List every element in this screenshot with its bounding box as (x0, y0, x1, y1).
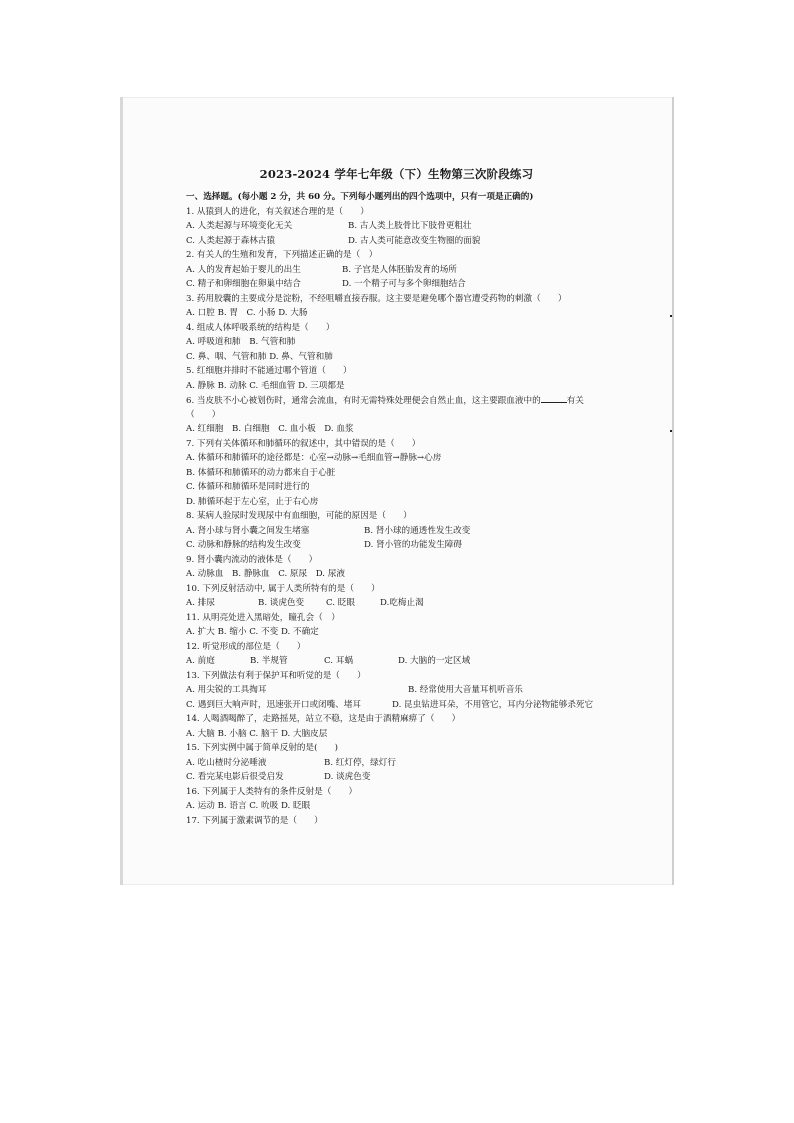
scan-speck (670, 430, 672, 432)
question-4-options-cd: C. 鼻、咽、气管和肺 D. 鼻、气管和肺 (186, 351, 333, 362)
question-7-option-a: A. 体循环和肺循环的途径都是：心室→动脉→毛细血管→静脉→心房 (186, 453, 442, 463)
option-a: A. 用尖锐的工具掏耳 (186, 685, 267, 695)
question-4-options-ab: A. 呼吸道和肺 B. 气管和肺 (186, 337, 296, 347)
option-d: D.吃梅止渴 (380, 598, 424, 608)
option-d: D. 昆虫钻进耳朵，不用管它，耳内分泌物能够杀死它 (392, 699, 594, 710)
question-11-stem: 11. 从明亮处进入黑暗处，瞳孔会（ ） (186, 612, 340, 623)
question-16-options: A. 运动 B. 语言 C. 吮吸 D. 眨眼 (186, 801, 311, 811)
question-15-options-cd (186, 770, 656, 785)
option-d: D. 谈虎色变 (324, 772, 371, 782)
question-13-stem: 13. 下列做法有利于保护耳和听觉的是（ ） (186, 670, 366, 681)
question-6-stem-suffix: 有关 (566, 396, 584, 406)
option-a: A. 吃山楂时分泌唾液 (186, 757, 267, 768)
scan-speck (670, 315, 672, 317)
option-b: B. 红灯停，绿灯行 (324, 757, 396, 768)
question-6-paren: （ ） (186, 409, 221, 420)
question-14-stem: 14. 人喝酒喝醉了，走路摇晃，站立不稳，这是由于酒精麻痹了（ ） (186, 714, 461, 724)
question-10-options (186, 596, 656, 611)
option-a: A. 人的发育起始于婴儿的出生 (186, 264, 301, 275)
question-15-options-ab (186, 756, 656, 771)
option-b: B. 肾小球的通透性发生改变 (364, 525, 471, 536)
question-6-stem-text: 6. 当皮肤不小心被划伤时，通常会流血，有时无需特殊处理便会自然止血，这主要跟血液中的 (186, 396, 541, 406)
page-title: 2023-2024 学年七年级（下）生物第三次阶段练习 (259, 167, 534, 181)
question-12-options (186, 654, 656, 669)
question-3-options: A. 口腔 B. 胃 C. 小肠 D. 大肠 (186, 308, 308, 318)
question-13-options-cd (186, 698, 656, 713)
option-a: A. 人类起源与环境变化无关 (186, 221, 293, 231)
question-7-option-c: C. 体循环和肺循环是同时进行的 (186, 482, 310, 492)
question-6-options: A. 红细胞 B. 白细胞 C. 血小板 D. 血浆 (186, 424, 354, 434)
option-b: B. 谈虎色变 (258, 598, 305, 608)
question-5-options: A. 静脉 B. 动脉 C. 毛细血管 D. 三项都是 (186, 380, 345, 391)
option-c: C. 动脉和静脉的结构发生改变 (186, 540, 301, 550)
question-7-option-d: D. 肺循环起于左心室，止于右心房 (186, 496, 319, 507)
question-2-options-cd (186, 277, 656, 292)
option-b: B. 子宫是人体胚胎发育的场所 (342, 264, 457, 275)
question-list (186, 190, 656, 828)
question-8-options-ab (186, 524, 656, 539)
option-d: D. 一个精子可与多个卵细胞结合 (342, 279, 466, 289)
question-4-stem: 4. 组成人体呼吸系统的结构是（ ） (186, 322, 335, 333)
question-6-stem (186, 393, 656, 408)
option-c: C. 人类起源于森林古猿 (186, 235, 276, 246)
option-d: D. 肾小管的功能发生障碍 (364, 540, 462, 550)
option-a: A. 排尿 (186, 598, 215, 608)
answer-blank (541, 393, 567, 403)
option-c: C. 精子和卵细胞在卵巢中结合 (186, 279, 301, 289)
option-a: A. 肾小球与肾小囊之间发生堵塞 (186, 525, 310, 536)
question-14-options: A. 大脑 B. 小脑 C. 脑干 D. 大脑皮层 (186, 728, 328, 739)
question-12-stem: 12. 听觉形成的部位是（ ） (186, 641, 306, 652)
question-7-option-b: B. 体循环和肺循环的动力都来自于心脏 (186, 467, 336, 478)
option-d: D. 大脑的一定区域 (398, 656, 471, 666)
question-16-stem: 16. 下列属于人类特有的条件反射是（ ） (186, 786, 358, 797)
question-3-stem: 3. 药用胶囊的主要成分是淀粉，不经咀嚼直接吞服。这主要是避免哪个器官遭受药物的刺激（ ） (186, 293, 567, 304)
option-b: B. 古人类上肢骨比下肢骨更粗壮 (348, 221, 472, 231)
question-9-options: A. 动脉血 B. 静脉血 C. 原尿 D. 尿液 (186, 569, 345, 579)
question-1-options-cd (186, 234, 656, 249)
question-9-stem: 9. 肾小囊内流动的液体是（ ） (186, 554, 318, 565)
question-2-stem: 2. 有关人的生殖和发育，下列描述正确的是（ ） (186, 250, 378, 260)
question-17-stem: 17. 下列属于激素调节的是（ ） (186, 815, 323, 826)
question-8-options-cd (186, 538, 656, 553)
scanned-page (120, 97, 673, 885)
option-b: B. 半规管 (250, 656, 288, 666)
question-2-options-ab (186, 263, 656, 278)
option-c: C. 遇到巨大响声时，迅速张开口或闭嘴、堵耳 (186, 699, 362, 710)
question-8-stem: 8. 某病人验尿时发现尿中有血细胞，可能的原因是（ ） (186, 511, 412, 521)
question-11-options: A. 扩大 B. 缩小 C. 不变 D. 不确定 (186, 627, 319, 637)
question-10-stem: 10. 下列反射活动中, 属于人类所特有的是（ ） (186, 583, 380, 594)
option-a: A. 前庭 (186, 656, 215, 666)
question-15-stem: 15. 下列实例中属于简单反射的是( ) (186, 743, 339, 753)
option-c: C. 眨眼 (326, 598, 355, 608)
question-5-stem: 5. 红细胞并排时不能通过哪个管道（ ） (186, 366, 352, 376)
question-1-options-ab (186, 219, 656, 234)
option-c: C. 看完某电影后很受启发 (186, 772, 284, 782)
section-heading: 一、选择题。(每小题 2 分，共 60 分。下列每小题列出的四个选项中，只有一项是正确的) (186, 192, 534, 202)
option-d: D. 古人类可能意改变生物圈的面貌 (348, 235, 481, 246)
option-b: B. 经常使用大音量耳机听音乐 (408, 685, 523, 695)
option-c: C. 耳蜗 (324, 656, 353, 666)
question-7-stem: 7. 下列有关体循环和肺循环的叙述中，其中错误的是（ ） (186, 438, 421, 449)
question-13-options-ab (186, 683, 656, 698)
question-1-stem: 1. 从猿到人的进化，有关叙述合理的是（ ） (186, 206, 369, 217)
